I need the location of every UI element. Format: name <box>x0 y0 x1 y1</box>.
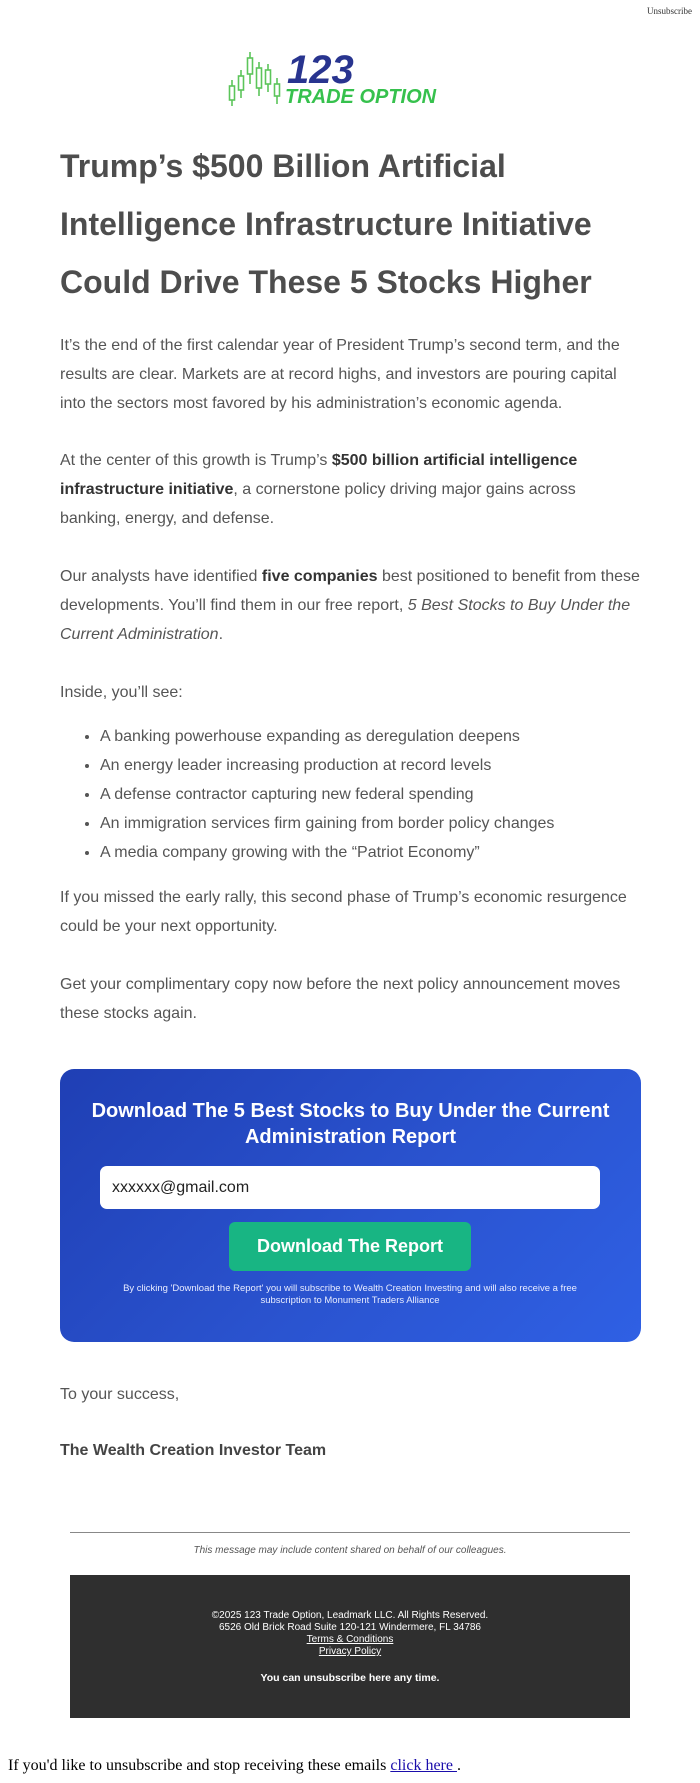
text: , a cornerstone policy driving major gains across banking, energy, and defense. <box>60 481 576 527</box>
paragraph-complimentary: Get your complimentary copy now before the next policy announcement moves these stocks again. <box>60 976 621 1022</box>
text: . <box>456 1757 461 1774</box>
unsubscribe-link[interactable]: Unsubscribe <box>647 6 692 16</box>
paragraph-inside: Inside, you’ll see: <box>60 684 183 701</box>
team-signature: The Wealth Creation Investor Team <box>60 1442 327 1459</box>
report-title: 5 Best Stocks to Buy Under the Current Administration <box>60 597 631 643</box>
footer-unsubscribe-text[interactable]: You can unsubscribe here any time. <box>260 1672 440 1684</box>
address-text: 6526 Old Brick Road Suite 120-121 Windermere, FL 34786 <box>219 1622 481 1633</box>
click-here-link[interactable]: click here <box>390 1757 457 1774</box>
text: If you'd like to unsubscribe and stop receiving these emails <box>8 1757 391 1774</box>
form-disclaimer: By clicking 'Download the Report' you will subscribe to Wealth Creation Investing and will also receive a free subscription to Monument Traders Alliance <box>123 1283 577 1306</box>
text: At the center of this growth is Trump’s <box>60 452 332 469</box>
text: . <box>218 626 224 643</box>
shared-content-disclaimer: This message may include content shared on behalf of our colleagues. <box>193 1545 507 1556</box>
list-item: • A media company growing with the “Patriot Economy” <box>100 838 680 867</box>
logo-tagline: TRADE OPTION <box>285 86 437 108</box>
list-item: • An energy leader increasing production at record levels <box>100 751 680 780</box>
text: best positioned to benefit from these developments. You’ll find them in our free report, <box>60 568 640 614</box>
footer-legal <box>70 1610 630 1658</box>
download-report-button[interactable]: Download The Report <box>229 1222 471 1271</box>
bold-text: $500 billion artificial intelligence infrastructure initiative <box>60 452 578 498</box>
email-field[interactable] <box>100 1166 600 1209</box>
footer <box>70 1575 630 1718</box>
report-contents-list <box>60 722 680 867</box>
paragraph-rally: If you missed the early rally, this second phase of Trump’s economic resurgence could be your next opportunity. <box>60 889 627 935</box>
form-title: Download The 5 Best Stocks to Buy Under the Current Administration Report <box>91 1100 610 1148</box>
logo-number: 123 <box>287 52 354 92</box>
bold-text: five companies <box>261 568 378 585</box>
copyright-text: ©2025 123 Trade Option, Leadmark LLC. All Rights Reserved. <box>211 1610 489 1621</box>
privacy-link[interactable]: Privacy Policy <box>318 1646 382 1657</box>
divider <box>70 1532 630 1533</box>
closing-text: To your success, <box>60 1386 180 1403</box>
terms-link[interactable]: Terms & Conditions <box>306 1634 394 1645</box>
bottom-unsubscribe-line <box>8 1757 461 1775</box>
article-title: Trump’s $500 Billion Artificial Intelligence Infrastructure Initiative Could Drive These 5 Stocks Higher <box>60 148 592 300</box>
list-item: • A banking powerhouse expanding as deregulation deepens <box>100 722 680 751</box>
candlestick-chart-icon <box>230 52 280 106</box>
list-item: • An immigration services firm gaining from border policy changes <box>100 809 680 838</box>
paragraph-initiative <box>60 446 640 533</box>
download-form-panel <box>60 1069 641 1342</box>
brand-logo <box>227 52 475 122</box>
paragraph-companies <box>60 562 640 649</box>
list-item: • A defense contractor capturing new federal spending <box>100 780 680 809</box>
paragraph-intro: It’s the end of the first calendar year of President Trump’s second term, and the results are clear. Markets are at record highs, and investors are pouring capital into the sectors most favored by his administration’s economic agenda. <box>60 337 620 412</box>
text: Our analysts have identified <box>60 568 262 585</box>
